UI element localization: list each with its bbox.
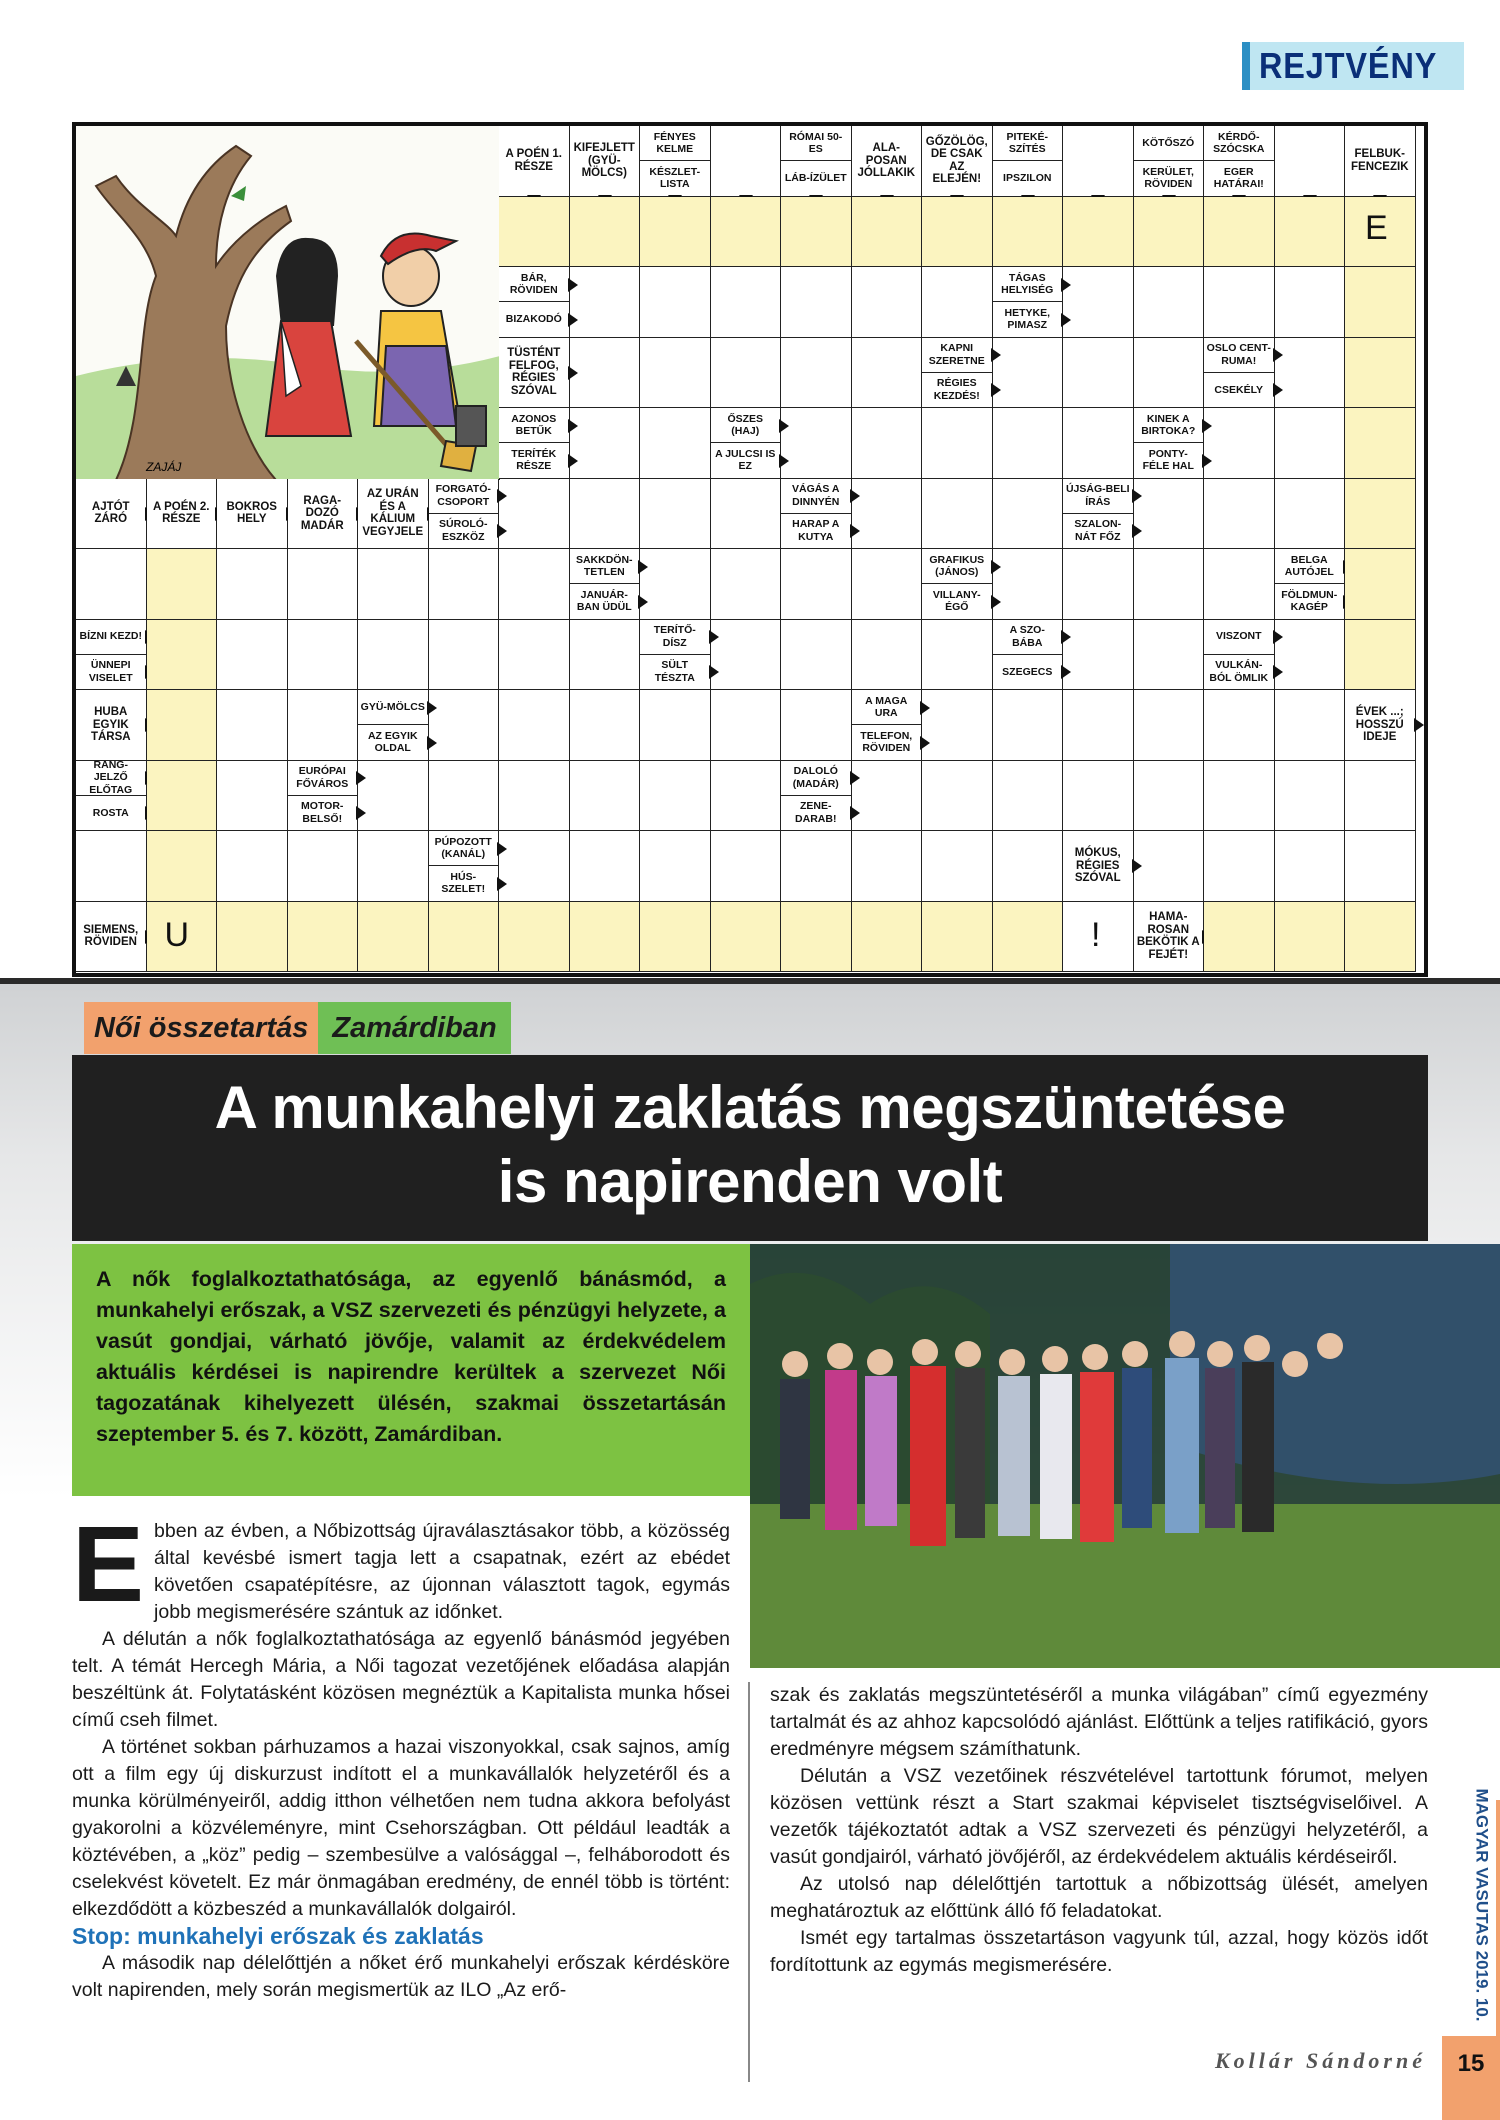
crossword-cell[interactable] — [1275, 479, 1346, 550]
crossword-cell[interactable] — [217, 620, 288, 691]
crossword-cell[interactable] — [358, 549, 429, 620]
crossword-clue: MOTOR-BELSŐ! — [288, 796, 359, 831]
crossword-cell[interactable] — [640, 197, 711, 268]
article-column-2 — [770, 1682, 1428, 1979]
crossword-clue: AJTÓT ZÁRÓ — [76, 479, 147, 550]
crossword-clue: HARAP A KUTYA — [781, 514, 852, 549]
headline-line1: A munkahelyi zaklatás megszüntetése — [214, 1074, 1286, 1141]
crossword-clue: EGER HATÁRAI! — [1204, 161, 1275, 196]
crossword-clue: EURÓPAI FŐVÁROS — [288, 761, 359, 796]
kicker-part1: Női összetartás — [84, 1002, 318, 1054]
crossword-cell[interactable] — [993, 690, 1064, 761]
crossword-cell[interactable] — [570, 338, 641, 409]
crossword-cell[interactable] — [711, 479, 782, 550]
crossword-clue: JANUÁR-BAN ÜDÜL — [570, 584, 641, 619]
letter-e: E — [1365, 208, 1388, 247]
crossword-cell[interactable] — [499, 549, 570, 620]
article-headline — [72, 1055, 1428, 1241]
crossword-cell[interactable] — [993, 479, 1064, 550]
crossword-clue: SZALON-NÁT FŐZ — [1063, 514, 1134, 549]
crossword-clue: A SZO-BÁBA — [993, 620, 1064, 655]
crossword-clue: VULKÁN-BÓL ÖMLIK — [1204, 655, 1275, 690]
crossword-cell[interactable] — [429, 620, 500, 691]
crossword-cell[interactable] — [570, 479, 641, 550]
crossword-clue: GŐZÖLÖG, DE CSAK AZ ELEJÉN! — [922, 126, 993, 197]
crossword-clue: FELBUK-FENCEZIK — [1345, 126, 1416, 197]
crossword-cell[interactable] — [711, 549, 782, 620]
crossword-clue: BOKROS HELY — [217, 479, 288, 550]
crossword-cell[interactable] — [852, 408, 923, 479]
crossword-cell[interactable] — [1275, 831, 1346, 902]
crossword-clue: A POÉN 1. RÉSZE — [499, 126, 570, 197]
crossword-clue: DALOLÓ (MADÁR) — [781, 761, 852, 796]
crossword-cell[interactable] — [993, 902, 1064, 973]
crossword-cell[interactable] — [1063, 620, 1134, 691]
crossword-clue: ALA-POSAN JÓLLAKIK — [852, 126, 923, 197]
crossword-cell[interactable] — [1204, 479, 1275, 550]
crossword-cell[interactable] — [288, 690, 359, 761]
crossword-clue: KERÜLET, RÖVIDEN — [1134, 161, 1205, 196]
crossword-cell[interactable] — [1345, 831, 1416, 902]
crossword-clue: SÚROLÓ-ESZKÖZ — [429, 514, 500, 549]
subheading: Stop: munkahelyi erőszak és zaklatás — [72, 1923, 484, 1949]
crossword-cell[interactable] — [781, 338, 852, 409]
crossword-cell[interactable] — [640, 267, 711, 338]
crossword-cell[interactable] — [217, 690, 288, 761]
crossword-cell[interactable] — [781, 620, 852, 691]
crossword-cell[interactable] — [922, 408, 993, 479]
crossword-cell[interactable] — [1275, 408, 1346, 479]
paragraph-1 — [72, 1503, 730, 1626]
crossword-clue: KÖTŐSZÓ — [1134, 126, 1205, 161]
paragraph-7: Az utolsó nap délelőttjén tartottuk a nőbizottság ülését, amelyen meghatároztuk az előttünk álló fő feladatokat. — [770, 1873, 1428, 1922]
magazine-sidebar — [1464, 1788, 1500, 2022]
crossword-cell[interactable] — [499, 690, 570, 761]
crossword-cell[interactable] — [570, 690, 641, 761]
crossword-cell[interactable] — [781, 902, 852, 973]
crossword-cell[interactable] — [1134, 761, 1205, 832]
crossword-cell[interactable] — [570, 761, 641, 832]
crossword-clue: A MAGA URA — [852, 690, 923, 725]
crossword-clue: LÁB-ÍZÜLET — [781, 161, 852, 196]
crossword-cell[interactable] — [1204, 408, 1275, 479]
crossword-cell[interactable] — [993, 338, 1064, 409]
paragraph-1-text: bben az évben, a Nőbizottság újraválasztásakor több, a közösség által kevésbé ismert tagja lett a csapatnak, ezért az ebédet követően csapatépítésre, az újonnan választott tagok, egymás jobb megismerésére szántuk az időnket. — [154, 1520, 730, 1623]
crossword-cell[interactable] — [1345, 267, 1416, 338]
crossword-clue: ROSTA — [76, 796, 147, 831]
crossword-cell[interactable] — [147, 761, 218, 832]
crossword-cell[interactable] — [852, 831, 923, 902]
crossword-clue: TÜSTÉNT FELFOG, RÉGIES SZÓVAL — [499, 338, 570, 409]
crossword-grid — [72, 122, 1428, 977]
crossword-cell[interactable] — [922, 902, 993, 973]
crossword-cell[interactable] — [1063, 267, 1134, 338]
crossword-cell[interactable] — [640, 479, 711, 550]
crossword-clue: KINEK A BIRTOKA? — [1134, 408, 1205, 443]
crossword-cell[interactable] — [217, 831, 288, 902]
kicker-part2: Zamárdiban — [318, 1002, 510, 1054]
crossword-clue: ŐSZES (HAJ) — [711, 408, 782, 443]
crossword-cell[interactable] — [358, 902, 429, 973]
crossword-clue: HAMA-ROSAN BEKÖTIK A FEJÉT! — [1134, 902, 1205, 973]
crossword-cell[interactable] — [1134, 549, 1205, 620]
crossword-clue: HÚS-SZELET! — [429, 866, 500, 901]
crossword-cell[interactable] — [1345, 479, 1416, 550]
crossword-clue: SIEMENS, RÖVIDEN — [76, 902, 147, 973]
crossword-clue: BÍZNI KEZD! — [76, 620, 147, 655]
crossword-cell[interactable] — [1275, 902, 1346, 973]
crossword-cell[interactable] — [711, 902, 782, 973]
crossword-cell[interactable] — [499, 479, 570, 550]
crossword-cell[interactable] — [640, 902, 711, 973]
crossword-cell[interactable] — [922, 267, 993, 338]
section-tag-label: REJTVÉNY — [1259, 45, 1438, 86]
crossword-cell[interactable] — [429, 549, 500, 620]
crossword-cell[interactable] — [922, 831, 993, 902]
crossword-cell[interactable] — [1275, 761, 1346, 832]
crossword-clue — [711, 126, 782, 197]
author: Kollár Sándorné — [1215, 2048, 1426, 2073]
crossword-cell[interactable] — [1063, 197, 1134, 268]
crossword-clue: TELEFON, RÖVIDEN — [852, 725, 923, 760]
crossword-cell[interactable] — [1204, 197, 1275, 268]
crossword-clue: TERÍTÉK RÉSZE — [499, 443, 570, 478]
crossword-cell[interactable] — [1275, 620, 1346, 691]
article-kicker — [84, 1002, 511, 1054]
article-lead: A nők foglalkoztathatósága, az egyenlő bánásmód, a munkahelyi erőszak, a VSZ szervezeti és pénzügyi helyzete, a vasút gondjai, várható jövője, valamit az érdekvédelem aktuális kérdései is napirendre kerültek a szervezet Női tagozatának kihelyezett ülésén, szakmai összetartásán szeptember 5. és 7. között, Zamárdiban. — [72, 1244, 750, 1496]
crossword-clue: ZENE-DARAB! — [781, 796, 852, 831]
crossword-cell[interactable] — [852, 267, 923, 338]
crossword-clue: PONTY-FÉLE HAL — [1134, 443, 1205, 478]
crossword-clue: RANG-JELZŐ ELŐTAG — [76, 761, 147, 796]
group-photo — [750, 1244, 1500, 1668]
crossword-cell[interactable] — [570, 197, 641, 268]
divider — [0, 978, 1500, 984]
letter-exclamation: ! — [1091, 915, 1101, 954]
dropcap: E — [72, 1503, 145, 1624]
crossword-cell[interactable] — [711, 620, 782, 691]
paragraph-8: Ismét egy tartalmas összetartáson vagyunk túl, azzal, hogy közös időt fordítottunk az egymás megismerésére. — [770, 1927, 1428, 1976]
column-divider — [748, 1682, 750, 2082]
crossword-cell[interactable] — [217, 902, 288, 973]
crossword-cell[interactable] — [781, 690, 852, 761]
crossword-clue: FÖLDMUN-KAGÉP — [1275, 584, 1346, 619]
crossword-cell[interactable] — [781, 197, 852, 268]
crossword-cell[interactable] — [640, 761, 711, 832]
crossword-clue: RAGA-DOZÓ MADÁR — [288, 479, 359, 550]
crossword-cell[interactable] — [1134, 620, 1205, 691]
paragraph-4: A második nap délelőttjén a nőket érő munkahelyi erőszak kérdésköre volt napirenden, mely során megismertük az ILO „Az erő- — [72, 1952, 730, 2001]
crossword-clue: AZ EGYIK OLDAL — [358, 725, 429, 760]
crossword-clue: SÜLT TÉSZTA — [640, 655, 711, 690]
crossword-cell[interactable] — [852, 902, 923, 973]
crossword-cell[interactable] — [1063, 690, 1134, 761]
crossword-cell[interactable] — [570, 620, 641, 691]
crossword-cell[interactable] — [429, 761, 500, 832]
crossword-cell[interactable] — [499, 902, 570, 973]
paragraph-2: A délután a nők foglalkoztathatósága az egyenlő bánásmód jegyében telt. A témát Hercegh Mária, a Női tagozat vezetőjének előadása alapján beszéltünk át. Folytatásként közösen megnéztük a Kapitalista munka hősei című cseh filmet. — [72, 1628, 730, 1731]
crossword-cell[interactable] — [1345, 620, 1416, 691]
crossword-cell[interactable] — [852, 197, 923, 268]
crossword-cell[interactable] — [1204, 690, 1275, 761]
crossword-cell[interactable] — [1063, 408, 1134, 479]
crossword-clue: HETYKE, PIMASZ — [993, 302, 1064, 337]
crossword-cell[interactable] — [993, 408, 1064, 479]
article-column-1 — [72, 1503, 730, 2004]
crossword-cell[interactable] — [1345, 338, 1416, 409]
crossword-cell[interactable] — [499, 197, 570, 268]
crossword-cell[interactable] — [993, 197, 1064, 268]
crossword-clue: FORGATÓ-CSOPORT — [429, 479, 500, 514]
crossword-cell[interactable] — [1275, 338, 1346, 409]
crossword-cell[interactable] — [288, 831, 359, 902]
crossword-clue: KÉRDŐ-SZÓCSKA — [1204, 126, 1275, 161]
crossword-clue: VÁGÁS A DINNYÉN — [781, 479, 852, 514]
crossword-cell[interactable] — [1345, 408, 1416, 479]
crossword-cell[interactable] — [1345, 761, 1416, 832]
crossword-cell[interactable] — [993, 549, 1064, 620]
crossword-clue: HUBA EGYIK TÁRSA — [76, 690, 147, 761]
crossword-cell[interactable] — [1275, 267, 1346, 338]
letter-u: U — [164, 915, 190, 954]
crossword-cell[interactable] — [711, 197, 782, 268]
crossword-cell[interactable] — [1345, 549, 1416, 620]
magazine-name: MAGYAR VASUTAS 2019. 10. — [1473, 1788, 1493, 2022]
crossword-clue: GRAFIKUS (JÁNOS) — [922, 549, 993, 584]
crossword-clue: TÁGAS HELYISÉG — [993, 267, 1064, 302]
crossword-clue: A POÉN 2. RÉSZE — [147, 479, 218, 550]
crossword-cell[interactable] — [288, 549, 359, 620]
crossword-cell[interactable] — [1063, 761, 1134, 832]
crossword-clue: BIZAKODÓ — [499, 302, 570, 337]
crossword-clue: GYÜ-MÖLCS — [358, 690, 429, 725]
crossword-cell[interactable] — [1204, 267, 1275, 338]
crossword-cell[interactable] — [640, 408, 711, 479]
paragraph-3: A történet sokban párhuzamos a hazai viszonyokkal, csak sajnos, amíg ott a film egy új diskurzust indított el a munkavállalók helyzetéről és a munka körülményeiről, addig itthon vélhetően nem tudna akkora befolyást gyakorolni a közvéleményre, mint Csehországban. Ott például leadták a köztévében, a „köz” pedig – szembesülve a valósággal –, felháborodott és cselekvést követelt. Ez már önmagában eredmény, de ennél több is történt: elkezdődött a közbeszéd a munkavállalók dolgairól. — [72, 1736, 730, 1920]
crossword-cell[interactable] — [1204, 549, 1275, 620]
crossword-clue: AZONOS BETŰK — [499, 408, 570, 443]
section-tag — [1242, 42, 1464, 90]
crossword-cell[interactable] — [358, 831, 429, 902]
crossword-clue: TERÍTŐ-DÍSZ — [640, 620, 711, 655]
crossword-cell[interactable] — [570, 831, 641, 902]
crossword-cell[interactable] — [993, 761, 1064, 832]
crossword-cell[interactable] — [922, 197, 993, 268]
crossword-cell[interactable] — [288, 620, 359, 691]
crossword-clue: ÜNNEPI VISELET — [76, 655, 147, 690]
crossword-clue: ÉVEK ...; HOSSZÚ IDEJE — [1345, 690, 1416, 761]
crossword-cell[interactable] — [922, 479, 993, 550]
crossword-cell[interactable] — [76, 831, 147, 902]
crossword-cell[interactable] — [781, 267, 852, 338]
crossword-cell[interactable] — [1063, 549, 1134, 620]
group-photo-image — [750, 1244, 1500, 1668]
crossword-cell[interactable] — [1345, 902, 1416, 973]
paragraph-6: Délután a VSZ vezetőinek részvételével tartottunk fórumot, melyen közösen vettünk részt a Start szakmai képviselet tisztségviselőivel. A vezetők tájékoztatót adtak a VSZ szervezeti és pénzügyi helyzetéről, a vasút gondjairól, várható jövőjéről, az érdekvédelem aktuális kérdéseiről. — [770, 1765, 1428, 1868]
crossword-cell[interactable] — [358, 620, 429, 691]
crossword-cell[interactable] — [1063, 338, 1134, 409]
headline-line2: is napirenden volt — [497, 1148, 1003, 1215]
crossword-clue: RÓMAI 50-ES — [781, 126, 852, 161]
crossword-cell[interactable] — [1134, 267, 1205, 338]
crossword-cell[interactable] — [852, 761, 923, 832]
crossword-cell[interactable] — [711, 690, 782, 761]
crossword-cell[interactable] — [781, 408, 852, 479]
crossword-cell[interactable] — [147, 690, 218, 761]
crossword-cell[interactable] — [640, 338, 711, 409]
arrow-right-icon — [1414, 718, 1424, 732]
crossword-clue: OSLO CENT-RUMA! — [1204, 338, 1275, 373]
crossword-cell[interactable] — [1134, 197, 1205, 268]
crossword-cell[interactable] — [147, 831, 218, 902]
crossword-cell[interactable] — [570, 408, 641, 479]
crossword-cell[interactable] — [1275, 197, 1346, 268]
crossword-clue — [1063, 126, 1134, 197]
crossword-cell[interactable] — [852, 338, 923, 409]
crossword-clue: KIFEJLETT (GYÜ-MÖLCS) — [570, 126, 641, 197]
crossword-clue: KÉSZLET-LISTA — [640, 161, 711, 196]
crossword-clue: SZEGECS — [993, 655, 1064, 690]
page-number: 15 — [1442, 2036, 1500, 2120]
crossword-clue: IPSZILON — [993, 161, 1064, 196]
crossword-cell[interactable] — [1204, 902, 1275, 973]
crossword-cell[interactable] — [147, 620, 218, 691]
crossword-cell[interactable] — [217, 761, 288, 832]
crossword-clue: VISZONT — [1204, 620, 1275, 655]
crossword-cell[interactable] — [1134, 338, 1205, 409]
cartoon-drawing — [76, 126, 500, 480]
crossword-cell[interactable] — [429, 902, 500, 973]
crossword-clue: CSEKÉLY — [1204, 373, 1275, 408]
crossword-cell[interactable] — [852, 620, 923, 691]
crossword-cell[interactable] — [570, 902, 641, 973]
crossword-cell[interactable] — [429, 690, 500, 761]
paragraph-5: szak és zaklatás megszüntetéséről a munka világában” című egyezmény tartalmát és az ahhoz kapcsolódó ajánlást. Előttünk a teljes ratifikáció, gyors eredményre mégsem számíthatunk. — [770, 1684, 1428, 1760]
crossword-cell[interactable] — [922, 620, 993, 691]
crossword-cell[interactable] — [640, 549, 711, 620]
crossword-clue: KAPNI SZERETNE — [922, 338, 993, 373]
crossword-cell[interactable] — [1204, 831, 1275, 902]
crossword-cell[interactable] — [711, 831, 782, 902]
crossword-cell[interactable] — [922, 690, 993, 761]
crossword-clue: BELGA AUTÓJEL — [1275, 549, 1346, 584]
cartoon-illustration — [76, 126, 500, 480]
crossword-cell[interactable] — [499, 620, 570, 691]
crossword-cell[interactable] — [570, 267, 641, 338]
crossword-clue: VILLANY-ÉGŐ — [922, 584, 993, 619]
crossword-cell[interactable] — [922, 761, 993, 832]
crossword-cell[interactable] — [1134, 479, 1205, 550]
crossword-cell[interactable] — [640, 831, 711, 902]
crossword-cell[interactable] — [711, 761, 782, 832]
cartoon-signature: ZAJÁJ — [146, 460, 182, 474]
crossword-cell[interactable] — [781, 831, 852, 902]
crossword-cell[interactable] — [147, 549, 218, 620]
crossword-clue: FÉNYES KELME — [640, 126, 711, 161]
crossword-cell[interactable] — [852, 549, 923, 620]
crossword-cell[interactable] — [1204, 761, 1275, 832]
crossword-clue: ÚJSÁG-BELI ÍRÁS — [1063, 479, 1134, 514]
crossword-cell[interactable] — [499, 831, 570, 902]
crossword-cell[interactable] — [1134, 690, 1205, 761]
crossword-cell[interactable] — [711, 338, 782, 409]
crossword-cell[interactable] — [711, 267, 782, 338]
crossword-clue: PÚPOZOTT (KANÁL) — [429, 831, 500, 866]
crossword-clue: RÉGIES KEZDÉS! — [922, 373, 993, 408]
crossword-clue: SAKKDÖN-TETLEN — [570, 549, 641, 584]
crossword-cell[interactable] — [1134, 831, 1205, 902]
crossword-cell[interactable] — [852, 479, 923, 550]
crossword-clue: AZ URÁN ÉS A KÁLIUM VEGYJELE — [358, 479, 429, 550]
crossword-clue — [1275, 126, 1346, 197]
crossword-clue: PITEKÉ-SZÍTÉS — [993, 126, 1064, 161]
crossword-cell[interactable] — [640, 690, 711, 761]
crossword-cell[interactable] — [76, 549, 147, 620]
crossword-clue: A JULCSI IS EZ — [711, 443, 782, 478]
crossword-clue: MÓKUS, RÉGIES SZÓVAL — [1063, 831, 1134, 902]
crossword-cell[interactable] — [993, 831, 1064, 902]
crossword-cell[interactable] — [288, 902, 359, 973]
crossword-cell[interactable] — [499, 761, 570, 832]
crossword-cell[interactable] — [358, 761, 429, 832]
crossword-cell[interactable] — [781, 549, 852, 620]
crossword-clue: BÁR, RÖVIDEN — [499, 267, 570, 302]
crossword-cell[interactable] — [1275, 690, 1346, 761]
crossword-cell[interactable] — [217, 549, 288, 620]
